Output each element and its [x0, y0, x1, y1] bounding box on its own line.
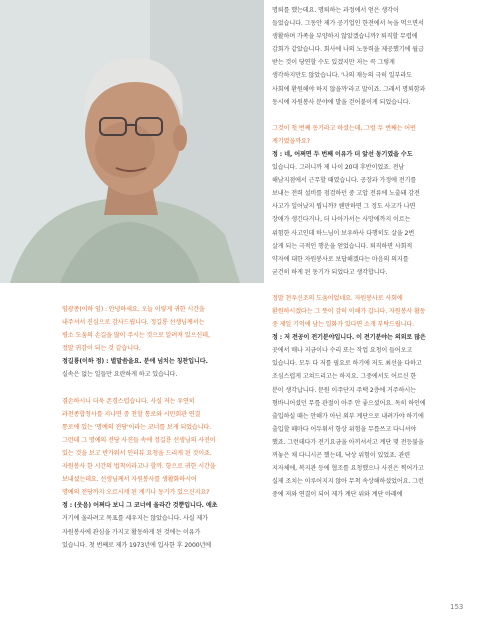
- text-line: 명퇴를 했는데요. 명퇴하는 과정에서 얻은 생각이: [272, 7, 399, 14]
- text-line: 계기였을까요?: [272, 137, 310, 145]
- text-line: 정 : 저 전공이 전기분야입니다. 이 전기분야는 의외로 많은: [272, 334, 426, 342]
- text-line: 통로에 있는 '명예의 전당'이라는 코너를 보게 되었습니다.: [62, 423, 212, 431]
- text-line: 실속은 없는 일들만 요란하게 하고 있습니다.: [62, 371, 178, 379]
- text-line: 정말 천우신조의 도움이었네요. 자원봉사로 사회에: [272, 294, 403, 302]
- text-line: 약자에 대한 자원봉사로 보답해겠다는 마음의 의지를: [272, 255, 409, 263]
- text-line: 있는 것을 보고 반가워서 인터뷰 요청을 드리게 된 것이죠.: [62, 449, 212, 457]
- text-line: 받는 것이 당연할 수도 있겠지만 저는 꼭 그렇게: [272, 59, 395, 67]
- text-line: 생활하며 가족을 부양하지 않았겠습니까? 퇴직할 무렵에: [272, 33, 418, 41]
- text-line: 사회에 환원해야 하지 않을까'라고 말이죠. 그래서 명퇴함과: [272, 85, 426, 93]
- text-line: 과천종합청사를 지나면 중 천할 통로와 시민회관 연결: [62, 410, 201, 418]
- text-line: 있습니다. 첫 번째로 제가 1973년에 입사한 후 2000년에: [62, 541, 212, 549]
- text-line: 정 : (웃음) 어쩌다 보니 그 코너에 올라간 것뿐입니다. 애초: [62, 502, 218, 510]
- paragraph-gap: [272, 109, 472, 122]
- text-line: 동시에 자원봉사 분야에 발을 걷어붙이게 되었습니다.: [272, 98, 411, 106]
- text-line: 임광종(이하 임) : 안녕하세요. 오늘 이렇게 귀한 시간을: [62, 306, 205, 313]
- text-line: 출입할 때마다 어두워서 항상 위험을 무릅쓰고 다니셔야: [272, 425, 417, 433]
- text-line: 보내셨는데요. 선생님께서 자원봉사를 생활화하시어: [62, 476, 197, 484]
- text-line: 생각하지만도 않았습니다. '나의 재능의 극히 일부라도: [272, 72, 412, 80]
- text-line: 그것이 첫 번째 동기라고 하셨는데, 그럼 두 번째는 어떤: [272, 124, 416, 132]
- text-line: 꺼놓은 채 다니시곤 했는데, 낙상 위험이 있었죠. 관련: [272, 452, 411, 459]
- text-line: 겸손하시니 더욱 존경스럽습니다. 사실 저는 우연히: [62, 397, 195, 405]
- text-line: 곳에서 매나 지금이나 수리 또는 작업 요청이 들어오고: [272, 347, 413, 355]
- text-line: 평소 도움의 손길을 많이 주시는 것으로 알려져 있으신데,: [62, 332, 210, 340]
- text-line: 분이 생각납니다. 문원 이주단지 주택 2층에 거주하시는: [272, 386, 416, 394]
- right-text-column: [272, 4, 472, 501]
- text-line: 거기에 올라려고 목표를 세우지는 않았습니다. 사실 제가: [62, 515, 208, 523]
- text-line: 감회가 같았습니다. 회사에 나의 노동력을 제공했기에 월급: [272, 46, 424, 54]
- paragraph-gap: [62, 382, 262, 395]
- text-line: 실제 조치는 이루어지지 않아 무척 속상해하셨었어요. 그런: [272, 478, 424, 486]
- text-line: 보내는 전력 설비를 점검하던 중 고압 전류에 노출돼 감전: [272, 190, 420, 198]
- text-line: 있습니다. 그러니까 제 나이 20대 후반이었죠. 전남: [272, 164, 405, 172]
- text-line: 중에 저와 연결이 되어 제가 계단 위와 계단 아래에: [272, 491, 403, 499]
- text-line: 명예의 전당까지 오르시게 된 계기나 동기가 있으신지요?: [62, 489, 210, 497]
- text-line: 들었습니다. 그동안 제가 공기업인 한전에서 녹을 먹으면서: [272, 20, 424, 28]
- text-line: 정길룡(이하 정) : 별말씀을요. 분에 넘치는 칭찬입니다.: [62, 358, 208, 366]
- text-line: 했죠. 그런데다가 전기요금을 아끼셔서고 계단 몇 전등불을: [272, 438, 424, 446]
- interviewee-photo: [0, 0, 264, 283]
- paragraph-gap: [272, 279, 472, 292]
- text-line: 있습니다. 모두 다 저를 필요로 하기에 저도 최선을 다하고: [272, 360, 422, 368]
- text-line: 지자체에, 복지관 등에 협조를 요청했으나 사진은 찍어가고: [272, 465, 424, 473]
- text-line: 내주셔서 진심으로 감사드립니다. 정길룡 선생님께서는: [62, 319, 205, 327]
- text-line: 해남지점에서 근무할 때였습니다. 공장과 가정에 전기를: [272, 177, 417, 185]
- text-line: 정말 귀감이 되는 것 같습니다.: [62, 345, 141, 353]
- text-line: 출입하실 때는 안해가 아닌 외부 계단으로 내려가야 하기에: [272, 412, 424, 420]
- text-line: 살게 되는 극적인 행운을 얻었습니다. 퇴직하면 사회적: [272, 242, 413, 250]
- page-number: 153: [450, 603, 464, 611]
- text-line: 환원하시겠다는 그 뜻이 감히 이해가 갑니다. 자원봉사 활동: [272, 307, 426, 315]
- text-line: 그런데 그 명예의 전당 사진들 속에 정길룡 선생님의 사진이: [62, 436, 216, 444]
- text-line: 위험한 사고인데 하느님이 보우하사 다행히도 살을 2번: [272, 229, 415, 237]
- left-text-column: [62, 303, 262, 552]
- text-line: 자원봉사에 관심을 가지고 활동하게 된 것에는 이유가: [62, 528, 201, 536]
- text-line: 자원봉사 한 시간의 법칙이라고나 할까. 항으로 귀한 시간을: [62, 463, 216, 471]
- text-line: 굳건히 하게 된 동기가 되었다고 생각합니다.: [272, 268, 388, 276]
- text-line: 정 : 네, 어쩌면 두 번째 이유가 더 앞선 동기였을 수도: [272, 150, 413, 158]
- text-line: 장애가 생긴다거나, 더 나아가서는 사망에까지 이르는: [272, 216, 411, 224]
- text-line: 중 제일 기억에 남는 일화가 있다면 소개 부탁드립니다.: [272, 321, 415, 329]
- text-line: 형바니어셨던 무릎 관절이 아주 안 좋으셨어요. 독히 하인에: [272, 399, 426, 407]
- text-line: 사고가 일어났지 뭡니까? 웬만하면 그 정도 사고가 나면: [272, 203, 416, 211]
- text-line: 조심스럽게 고쳐드리고는 하지요. 그중에서도 어르신 한: [272, 373, 417, 381]
